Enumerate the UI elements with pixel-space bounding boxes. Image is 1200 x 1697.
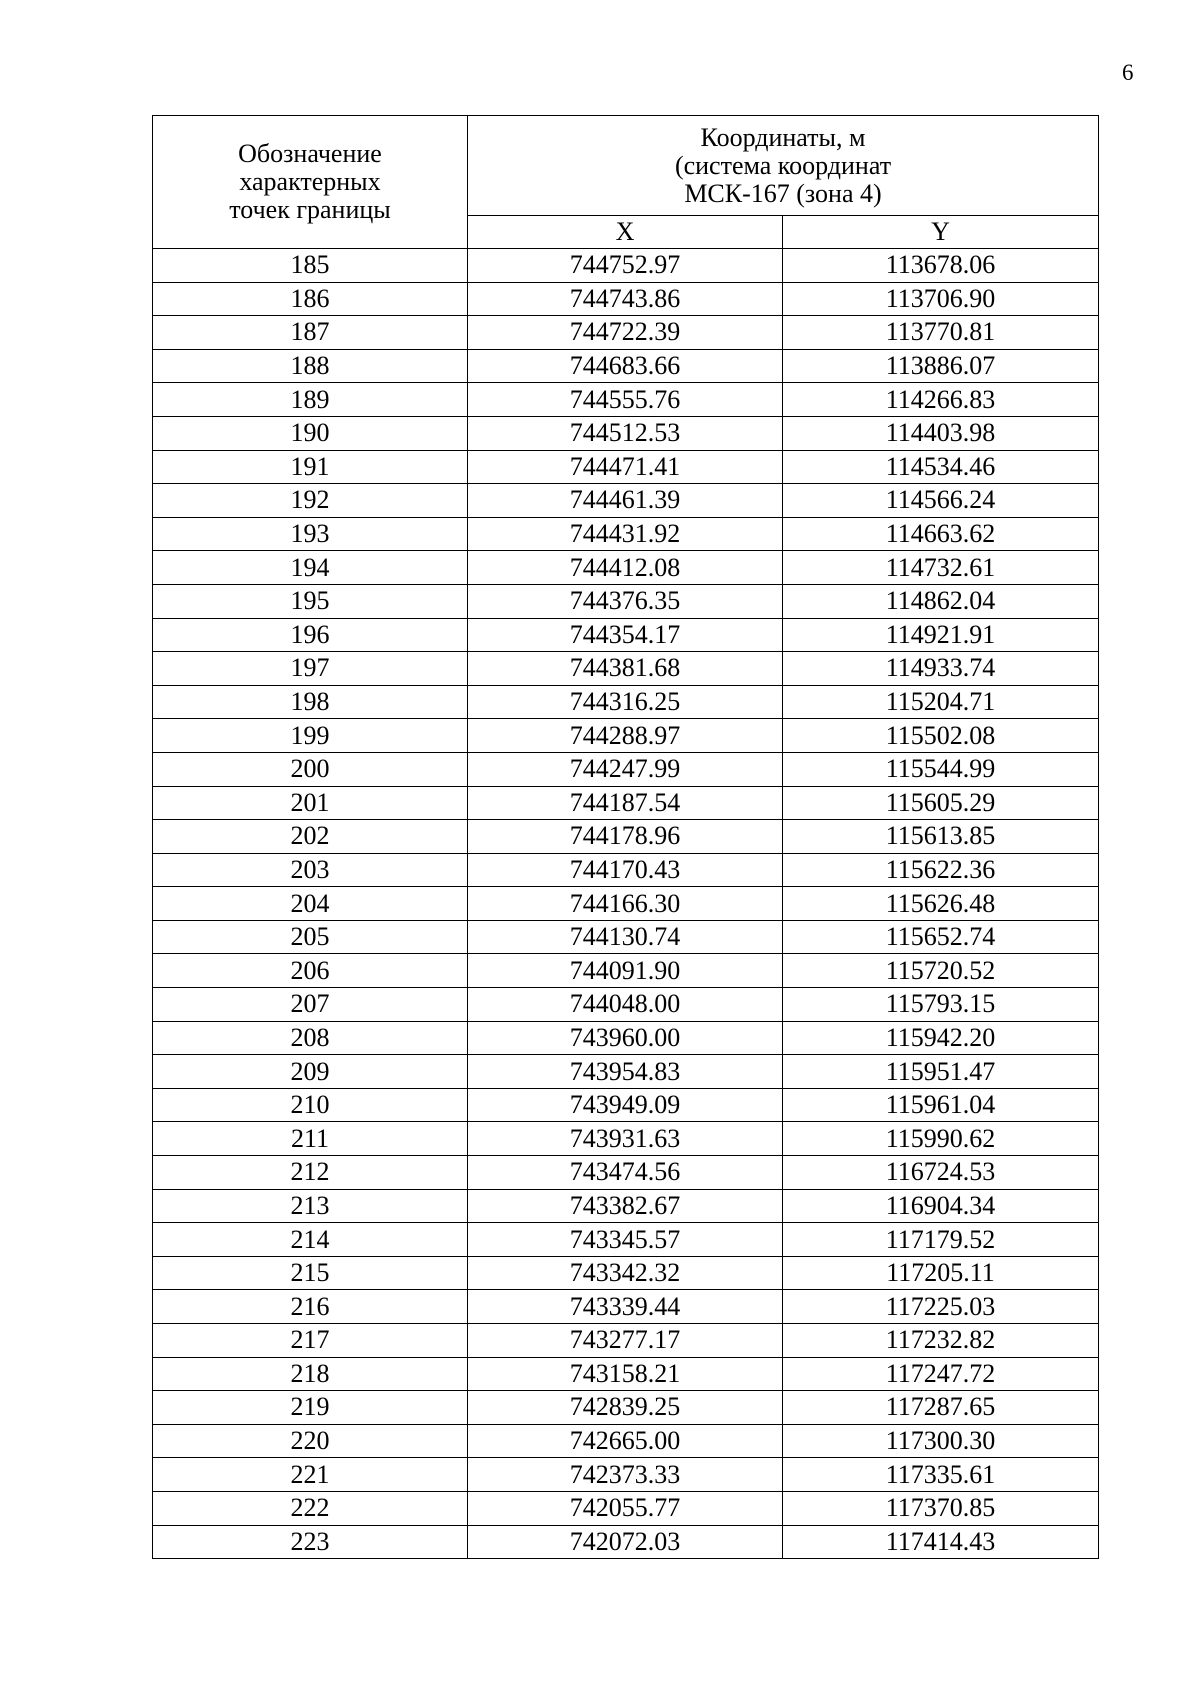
table-row — [153, 618, 1099, 652]
y-coordinate-cell: 114266.83 — [783, 383, 1099, 417]
y-coordinate-cell: 115502.08 — [783, 719, 1099, 753]
y-coordinate-cell: 115626.48 — [783, 887, 1099, 921]
point-cell: 186 — [153, 282, 468, 316]
table-row — [153, 1156, 1099, 1190]
y-coordinate-cell: 113678.06 — [783, 249, 1099, 283]
y-coordinate-cell: 116724.53 — [783, 1156, 1099, 1190]
y-coordinate-cell: 115652.74 — [783, 920, 1099, 954]
y-coordinate-cell: 115951.47 — [783, 1055, 1099, 1089]
table-row — [153, 1424, 1099, 1458]
point-header-line: Обозначение — [238, 139, 382, 168]
point-cell: 208 — [153, 1021, 468, 1055]
point-cell: 192 — [153, 484, 468, 518]
y-coordinate-cell: 117335.61 — [783, 1458, 1099, 1492]
page-number: 6 — [1122, 60, 1134, 85]
x-column-header: X — [468, 216, 783, 249]
table-body — [153, 249, 1099, 1559]
point-cell: 215 — [153, 1256, 468, 1290]
point-cell: 194 — [153, 551, 468, 585]
x-coordinate-cell: 744091.90 — [468, 954, 783, 988]
x-coordinate-cell: 742839.25 — [468, 1391, 783, 1425]
point-cell: 188 — [153, 349, 468, 383]
x-coordinate-cell: 743931.63 — [468, 1122, 783, 1156]
table-row — [153, 249, 1099, 283]
point-cell: 217 — [153, 1324, 468, 1358]
y-coordinate-cell: 117300.30 — [783, 1424, 1099, 1458]
y-coordinate-cell: 115204.71 — [783, 685, 1099, 719]
x-coordinate-cell: 744170.43 — [468, 853, 783, 887]
x-coordinate-cell: 743954.83 — [468, 1055, 783, 1089]
x-coordinate-cell: 744376.35 — [468, 584, 783, 618]
header-row-main — [153, 116, 1099, 216]
coords-header-line: (система координат — [674, 150, 892, 180]
point-header-line: точек границы — [229, 195, 391, 224]
x-coordinate-cell: 744471.41 — [468, 450, 783, 484]
table-row — [153, 1055, 1099, 1089]
x-coordinate-cell: 744048.00 — [468, 988, 783, 1022]
y-coordinate-cell: 115613.85 — [783, 820, 1099, 854]
point-designation-header — [153, 116, 468, 249]
y-coordinate-cell: 117287.65 — [783, 1391, 1099, 1425]
point-cell: 200 — [153, 752, 468, 786]
table-row — [153, 1021, 1099, 1055]
point-cell: 205 — [153, 920, 468, 954]
x-coordinate-cell: 744166.30 — [468, 887, 783, 921]
coordinates-header — [468, 116, 1099, 216]
x-coordinate-cell: 744461.39 — [468, 484, 783, 518]
table-row — [153, 853, 1099, 887]
table-row — [153, 282, 1099, 316]
point-header-line: характерных — [239, 167, 381, 196]
x-coordinate-cell: 743949.09 — [468, 1088, 783, 1122]
y-coordinate-cell: 117179.52 — [783, 1223, 1099, 1257]
y-coordinate-cell: 113886.07 — [783, 349, 1099, 383]
y-coordinate-cell: 115720.52 — [783, 954, 1099, 988]
x-coordinate-cell: 744722.39 — [468, 316, 783, 350]
y-coordinate-cell: 115793.15 — [783, 988, 1099, 1022]
y-coordinate-cell: 115990.62 — [783, 1122, 1099, 1156]
point-cell: 198 — [153, 685, 468, 719]
table-row — [153, 1525, 1099, 1559]
x-coordinate-cell: 743345.57 — [468, 1223, 783, 1257]
x-coordinate-cell: 744555.76 — [468, 383, 783, 417]
point-cell: 209 — [153, 1055, 468, 1089]
table-row — [153, 1357, 1099, 1391]
coords-header-line: Координаты, м — [700, 122, 866, 152]
x-coordinate-cell: 743960.00 — [468, 1021, 783, 1055]
table-row — [153, 1391, 1099, 1425]
point-cell: 185 — [153, 249, 468, 283]
y-coordinate-cell: 115961.04 — [783, 1088, 1099, 1122]
point-cell: 221 — [153, 1458, 468, 1492]
point-cell: 211 — [153, 1122, 468, 1156]
point-cell: 196 — [153, 618, 468, 652]
y-coordinate-cell: 117370.85 — [783, 1491, 1099, 1525]
table-row — [153, 719, 1099, 753]
y-coordinate-cell: 114403.98 — [783, 416, 1099, 450]
y-coordinate-cell: 114663.62 — [783, 517, 1099, 551]
table-row — [153, 484, 1099, 518]
table-row — [153, 450, 1099, 484]
point-cell: 190 — [153, 416, 468, 450]
table-row — [153, 1324, 1099, 1358]
x-coordinate-cell: 743474.56 — [468, 1156, 783, 1190]
x-coordinate-cell: 744683.66 — [468, 349, 783, 383]
table-row — [153, 887, 1099, 921]
y-coordinate-cell: 117232.82 — [783, 1324, 1099, 1358]
table-row — [153, 1088, 1099, 1122]
table-row — [153, 1491, 1099, 1525]
y-coordinate-cell: 116904.34 — [783, 1189, 1099, 1223]
table-row — [153, 820, 1099, 854]
coords-header-line: МСК-167 (зона 4) — [684, 178, 882, 208]
x-coordinate-cell: 744187.54 — [468, 786, 783, 820]
x-coordinate-cell: 744354.17 — [468, 618, 783, 652]
y-coordinate-cell: 117225.03 — [783, 1290, 1099, 1324]
point-cell: 199 — [153, 719, 468, 753]
table-row — [153, 1122, 1099, 1156]
x-coordinate-cell: 742373.33 — [468, 1458, 783, 1492]
table-row — [153, 316, 1099, 350]
x-coordinate-cell: 744178.96 — [468, 820, 783, 854]
point-cell: 195 — [153, 584, 468, 618]
point-cell: 203 — [153, 853, 468, 887]
table-row — [153, 349, 1099, 383]
y-coordinate-cell: 114534.46 — [783, 450, 1099, 484]
x-coordinate-cell: 742055.77 — [468, 1491, 783, 1525]
table-row — [153, 954, 1099, 988]
point-cell: 197 — [153, 652, 468, 686]
table-row — [153, 1223, 1099, 1257]
point-cell: 219 — [153, 1391, 468, 1425]
table-row — [153, 988, 1099, 1022]
point-cell: 206 — [153, 954, 468, 988]
table-row — [153, 1189, 1099, 1223]
y-coordinate-cell: 113770.81 — [783, 316, 1099, 350]
y-coordinate-cell: 115622.36 — [783, 853, 1099, 887]
point-cell: 201 — [153, 786, 468, 820]
x-coordinate-cell: 743382.67 — [468, 1189, 783, 1223]
table-row — [153, 383, 1099, 417]
y-coordinate-cell: 117205.11 — [783, 1256, 1099, 1290]
point-cell: 218 — [153, 1357, 468, 1391]
point-cell: 220 — [153, 1424, 468, 1458]
point-cell: 223 — [153, 1525, 468, 1559]
x-coordinate-cell: 742072.03 — [468, 1525, 783, 1559]
point-cell: 213 — [153, 1189, 468, 1223]
point-cell: 216 — [153, 1290, 468, 1324]
point-cell: 191 — [153, 450, 468, 484]
y-coordinate-cell: 113706.90 — [783, 282, 1099, 316]
table-row — [153, 517, 1099, 551]
y-coordinate-cell: 114732.61 — [783, 551, 1099, 585]
point-cell: 214 — [153, 1223, 468, 1257]
point-cell: 207 — [153, 988, 468, 1022]
table-row — [153, 1458, 1099, 1492]
table-row — [153, 652, 1099, 686]
y-coordinate-cell: 114566.24 — [783, 484, 1099, 518]
x-coordinate-cell: 744288.97 — [468, 719, 783, 753]
x-coordinate-cell: 743339.44 — [468, 1290, 783, 1324]
x-coordinate-cell: 744752.97 — [468, 249, 783, 283]
point-cell: 204 — [153, 887, 468, 921]
x-coordinate-cell: 744743.86 — [468, 282, 783, 316]
y-column-header: Y — [783, 216, 1099, 249]
y-coordinate-cell: 115544.99 — [783, 752, 1099, 786]
y-coordinate-cell: 115605.29 — [783, 786, 1099, 820]
point-cell: 189 — [153, 383, 468, 417]
table-row — [153, 920, 1099, 954]
y-coordinate-cell: 115942.20 — [783, 1021, 1099, 1055]
x-coordinate-cell: 744247.99 — [468, 752, 783, 786]
table-row — [153, 584, 1099, 618]
y-coordinate-cell: 114862.04 — [783, 584, 1099, 618]
table-header — [153, 116, 1099, 249]
x-coordinate-cell: 744412.08 — [468, 551, 783, 585]
point-cell: 222 — [153, 1491, 468, 1525]
x-coordinate-cell: 743158.21 — [468, 1357, 783, 1391]
table-row — [153, 752, 1099, 786]
table-row — [153, 1290, 1099, 1324]
y-coordinate-cell: 117414.43 — [783, 1525, 1099, 1559]
table-row — [153, 551, 1099, 585]
coordinates-table — [152, 115, 1099, 1559]
table-row — [153, 416, 1099, 450]
point-cell: 202 — [153, 820, 468, 854]
y-coordinate-cell: 114921.91 — [783, 618, 1099, 652]
x-coordinate-cell: 743342.32 — [468, 1256, 783, 1290]
y-coordinate-cell: 117247.72 — [783, 1357, 1099, 1391]
table-row — [153, 1256, 1099, 1290]
x-coordinate-cell: 744316.25 — [468, 685, 783, 719]
x-coordinate-cell: 742665.00 — [468, 1424, 783, 1458]
point-cell: 212 — [153, 1156, 468, 1190]
x-coordinate-cell: 744381.68 — [468, 652, 783, 686]
point-cell: 210 — [153, 1088, 468, 1122]
point-cell: 193 — [153, 517, 468, 551]
point-cell: 187 — [153, 316, 468, 350]
table-row — [153, 685, 1099, 719]
x-coordinate-cell: 743277.17 — [468, 1324, 783, 1358]
x-coordinate-cell: 744130.74 — [468, 920, 783, 954]
x-coordinate-cell: 744512.53 — [468, 416, 783, 450]
x-coordinate-cell: 744431.92 — [468, 517, 783, 551]
y-coordinate-cell: 114933.74 — [783, 652, 1099, 686]
table-row — [153, 786, 1099, 820]
